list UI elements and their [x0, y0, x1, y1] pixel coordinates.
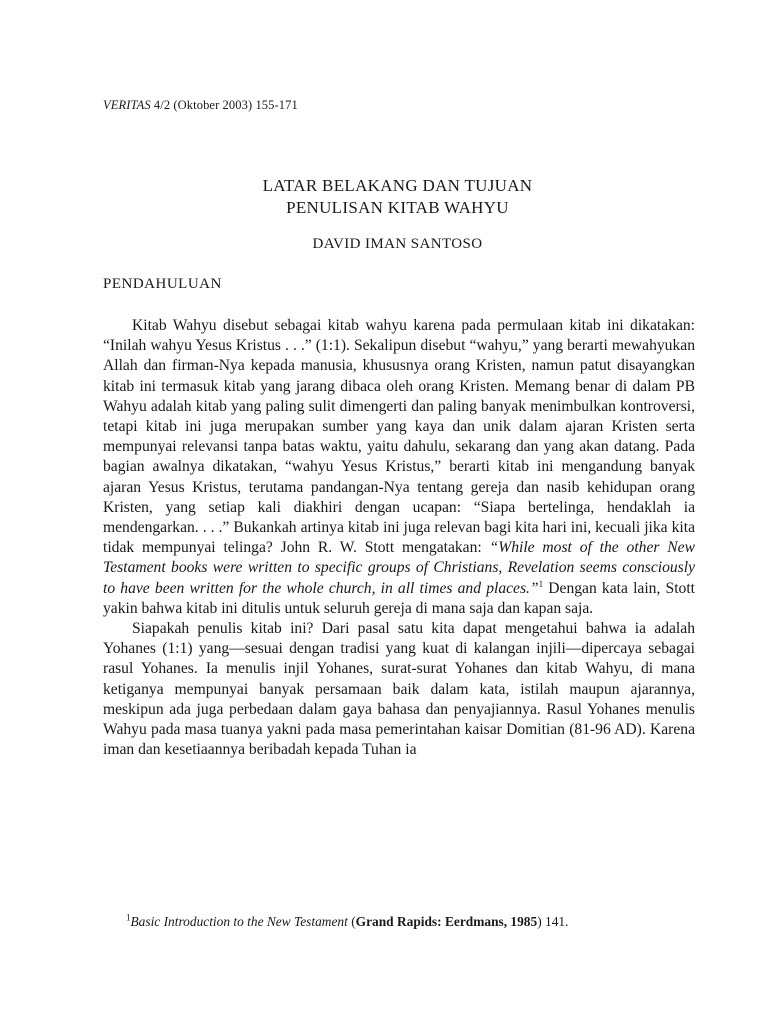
- footnote-mark: 1: [126, 912, 131, 923]
- article-body: [103, 316, 695, 760]
- paragraph: Siapakah penulis kitab ini? Dari pasal satu kita dapat mengetahui bahwa ia adalah Yohanes (1:1) yang—sesuai dengan tradisi yang kuat di kalangan injili—dipercaya sebagai rasul Yohanes. Ia menulis injil Yohanes, surat-surat Yohanes dan kitab Wahyu, di mana ketiganya mempunyai banyak persamaan baik dalam kata, istilah maupun ajarannya, meskipun ada juga perbedaan dalam gaya bahasa dan penyajiannya. Rasul Yohanes menulis Wahyu pada masa tuanya yakni pada masa pemerintahan kaisar Domitian (81-96 AD). Karena iman dan kesetiaannya beribadah kepada Tuhan ia: [103, 620, 695, 759]
- footnote: [126, 914, 568, 930]
- footnote-text: (: [347, 914, 356, 929]
- stott-quote: “While most of the other New Testament books were written to specific groups of Christians, Revelation seems consciously to have been written for the whole church, in all times and places.”: [103, 539, 695, 597]
- journal-issue: 4/2 (Oktober 2003) 155-171: [150, 98, 298, 112]
- footnote-publisher: Grand Rapids: Eerdmans, 1985: [355, 914, 538, 929]
- section-heading: PENDAHULUAN: [103, 276, 222, 292]
- footnote-book-title: Basic Introduction to the New Testament: [130, 914, 348, 929]
- author-name: DAVID IMAN SANTOSO: [312, 236, 483, 252]
- paragraph-text: Dengan kata lain, Stott yakin bahwa kitab ini ditulis untuk seluruh gereja di mana saja dan kapan saja.: [103, 579, 695, 617]
- title-line-2: PENULISAN KITAB WAHYU: [286, 198, 509, 217]
- title-line-1: LATAR BELAKANG DAN TUJUAN: [262, 176, 533, 195]
- journal-name: VERITAS: [103, 98, 151, 112]
- article-title: [0, 175, 768, 219]
- journal-citation: [103, 98, 298, 113]
- paragraph: [103, 316, 695, 619]
- footnote-reference[interactable]: 1: [538, 578, 544, 589]
- paragraph-text: Kitab Wahyu disebut sebagai kitab wahyu karena pada permulaan kitab ini dikatakan: “Inilah wahyu Yesus Kristus . . .” (1:1). Sekalipun disebut “wahyu,” yang berarti mewahyukan Allah dan firman-Nya kepada manusia, khususnya orang Kristen, namun patut disayangkan kitab ini termasuk kitab yang jarang dibaca oleh orang Kristen. Memang benar di dalam PB Wahyu adalah kitab yang paling sulit dimengerti dan paling banyak menimbulkan kontroversi, tetapi kitab ini juga merupakan sumber yang kaya dan unik dalam ajaran Kristen serta mempunyai relevansi tanpa batas waktu, yaitu dahulu, sekarang dan yang akan datang. Pada bagian awalnya dikatakan, “wahyu Yesus Kristus,” berarti kitab ini mengandung banyak ajaran Yesus Kristus, terutama pandangan-Nya tentang gereja dan nasib kehidupan orang Kristen, yang setiap kali diakhiri dengan ucapan: “Siapa bertelinga, hendaklah ia mendengarkan. . . .” Bukankah artinya kitab ini juga relevan bagi kita hari ini, kecuali jika kita tidak mempunyai telinga? John R. W. Stott mengatakan:: [103, 317, 695, 557]
- footnote-text: ) 141.: [537, 914, 569, 929]
